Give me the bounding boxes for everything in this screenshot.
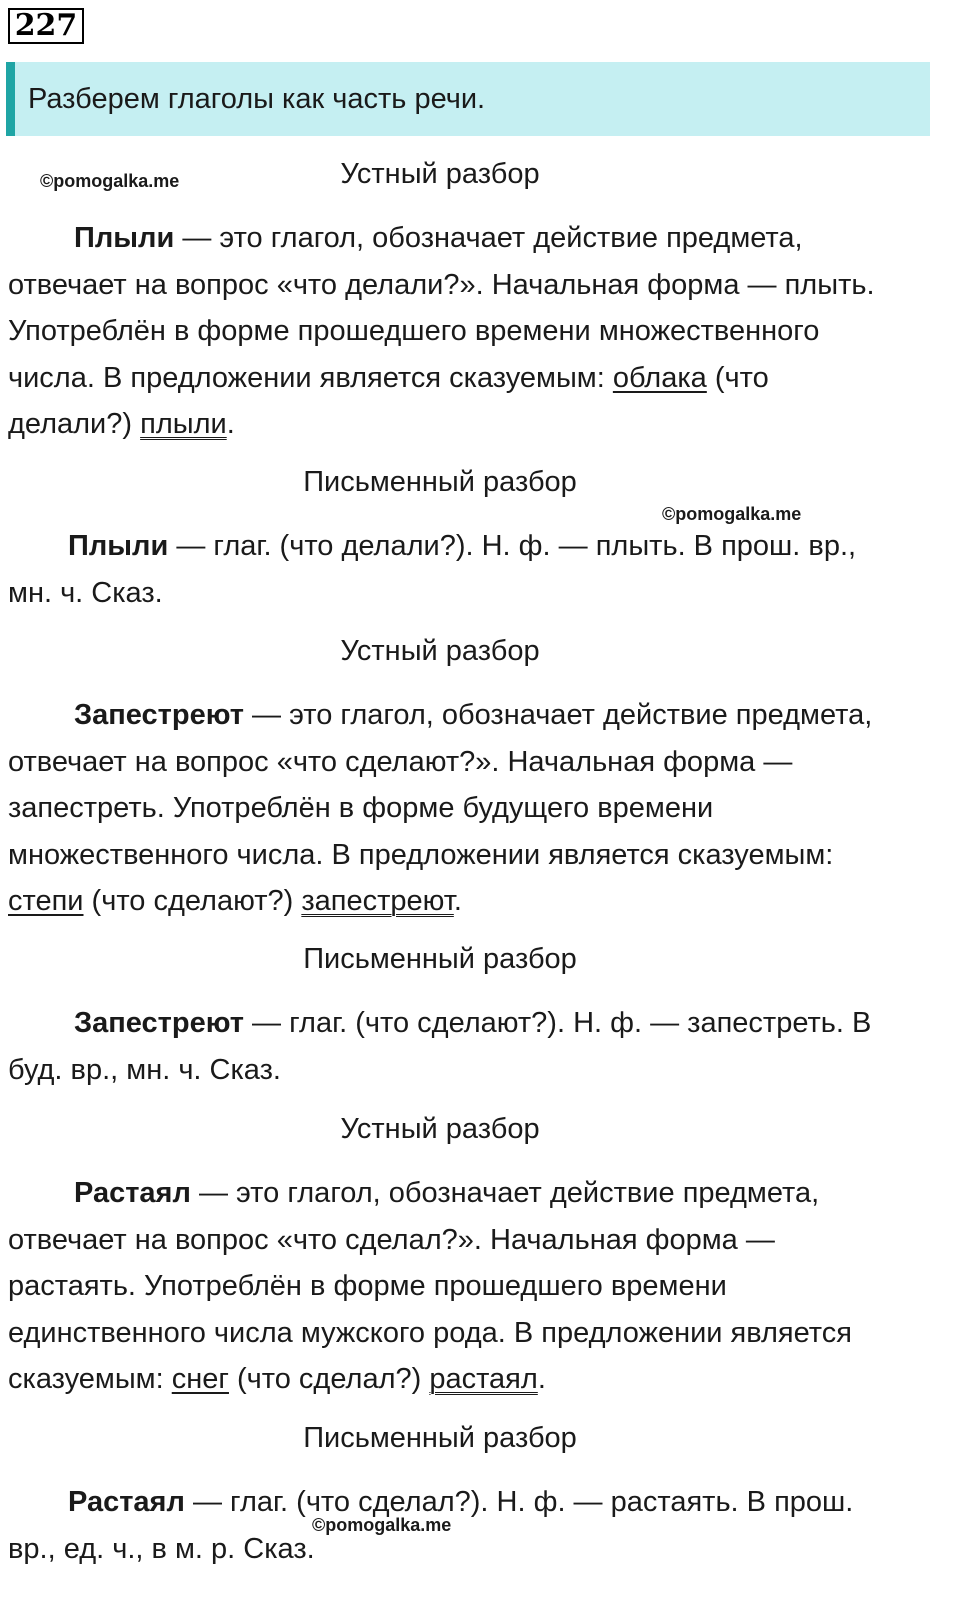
written-heading: Письменный разбор	[303, 1422, 577, 1454]
oral-analysis	[8, 1170, 888, 1403]
watermark: ©pomogalka.me	[40, 171, 180, 191]
oral-heading: Устный разбор	[340, 635, 540, 667]
written-text: — глаг. (что делали?). Н. ф. — плыть. В прош. вр., мн. ч. Сказ.	[8, 530, 857, 609]
oral-heading: Устный разбор	[340, 1113, 540, 1145]
question-text: (что сделал?)	[228, 1363, 430, 1395]
analyzed-word: Запестреют	[74, 699, 244, 731]
analyzed-word: Плыли	[68, 530, 169, 562]
subject-word: снег	[171, 1363, 229, 1395]
oral-analysis	[8, 692, 888, 925]
watermark: ©pomogalka.me	[312, 1515, 452, 1535]
subject-word: облака	[612, 361, 707, 394]
watermark: ©pomogalka.me	[662, 504, 802, 524]
analyzed-word: Запестреют	[74, 1007, 244, 1039]
subject-word: степи	[8, 885, 84, 917]
written-text: — глаг. (что сделал?). Н. ф. — растаять. В прош. вр., ед. ч., в м. р. Сказ.	[8, 1486, 854, 1565]
period: .	[226, 408, 235, 440]
written-analysis	[8, 1479, 888, 1572]
written-heading: Письменный разбор	[303, 466, 577, 498]
predicate-word: плыли	[140, 408, 227, 440]
task-text: Разберем глаголы как часть речи.	[28, 83, 486, 115]
written-heading: Письменный разбор	[303, 943, 577, 975]
period: .	[537, 1363, 546, 1395]
oral-analysis	[8, 215, 888, 448]
exercise-number: 227	[8, 8, 84, 44]
analyzed-word: Плыли	[74, 222, 175, 254]
written-analysis	[8, 1000, 888, 1093]
question-text: (что делали?)	[8, 361, 769, 440]
period: .	[453, 885, 462, 917]
task-banner	[6, 62, 930, 136]
oral-heading: Устный разбор	[340, 158, 540, 190]
written-text: — глаг. (что сделают?). Н. ф. — запестреть. В буд. вр., мн. ч. Сказ.	[8, 1007, 872, 1086]
analyzed-word: Растаял	[68, 1486, 185, 1518]
predicate-word: запестреют	[301, 885, 454, 917]
written-analysis	[8, 523, 888, 616]
analyzed-word: Растаял	[74, 1177, 191, 1209]
analysis-text: — это глагол, обозначает действие предмета, отвечает на вопрос «что сделают?». Начальная форма — запестреть. Употреблён в форме будущего времени множественного числа. В предложении является сказуемым:	[8, 699, 873, 871]
question-text: (что сделают?)	[83, 885, 302, 917]
analysis-text: — это глагол, обозначает действие предмета, отвечает на вопрос «что делали?». Начальная форма — плыть. Употреблён в форме прошедшего времени множественного числа. В предложении является сказуемым:	[8, 222, 875, 394]
predicate-word: растаял	[429, 1363, 538, 1395]
analysis-text: — это глагол, обозначает действие предмета, отвечает на вопрос «что сделал?». Начальная форма — растаять. Употреблён в форме прошедшего времени единственного числа мужского рода. В предложении является сказуемым:	[8, 1177, 852, 1395]
